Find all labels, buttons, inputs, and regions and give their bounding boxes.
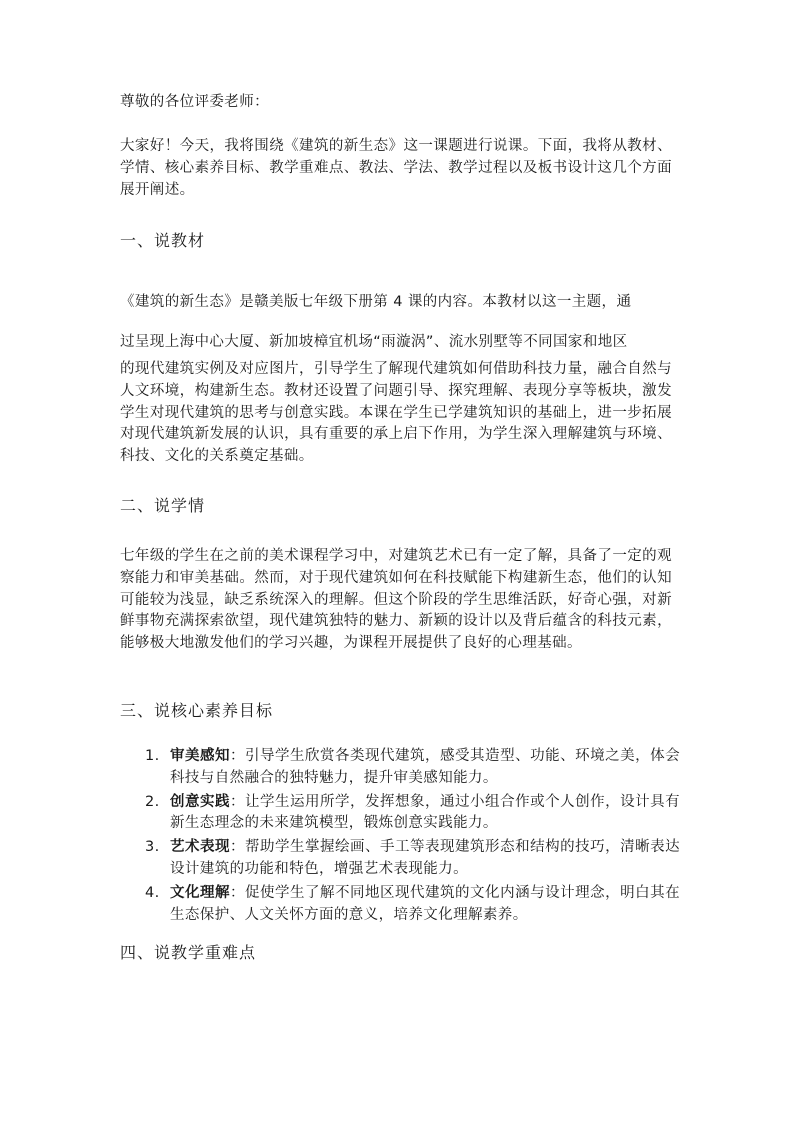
list-item (120, 746, 680, 790)
intro-paragraph: 大家好！今天，我将围绕《建筑的新生态》这一课题进行说课。下面，我将从教材、学情、核心素养目标、教学重难点、教法、学法、教学过程以及板书设计这几个方面展开阐述。 (120, 138, 672, 198)
goal-text: ：促使学生了解不同地区现代建筑的文化内涵与设计理念，明白其在生态保护、人文关怀方面的意义，培养文化理解素养。 (170, 884, 680, 923)
section-heading-goals: 三、说核心素养目标 (120, 701, 274, 720)
goal-term: 文化理解 (170, 884, 231, 901)
list-number: 1. (145, 748, 160, 764)
goal-term: 创意实践 (170, 793, 231, 810)
students-paragraph: 七年级的学生在之前的美术课程学习中，对建筑艺术已有一定了解，具备了一定的观察能力和审美基础。然而，对于现代建筑如何在科技赋能下构建新生态，他们的认知可能较为浅显，缺乏系统深入的理解。但这个阶段的学生思维活跃，好奇心强，对新鲜事物充满探索欲望，现代建筑独特的魅力、新颖的设计以及背后蕴含的科技元素，能够极大地激发他们的学习兴趣，为课程开展提供了良好的心理基础。 (120, 548, 672, 652)
goal-text: ：引导学生欣赏各类现代建筑，感受其造型、功能、环境之美，体会科技与自然融合的独特魅力，提升审美感知能力。 (170, 748, 680, 786)
textbook-paragraph: 的现代建筑实例及对应图片，引导学生了解现代建筑如何借助科技力量，融合自然与人文环境，构建新生态。教材还设置了问题引导、探究理解、表现分享等板块，激发学生对现代建筑的思考与创意实践。本课在学生已学建筑知识的基础上，进一步拓展对现代建筑新发展的认识，具有重要的承上启下作用，为学生深入理解建筑与环境、科技、文化的关系奠定基础。 (120, 361, 672, 465)
goal-term: 艺术表现 (170, 839, 231, 856)
goal-text: ：让学生运用所学，发挥想象，通过小组合作或个人创作，设计具有新生态理念的未来建筑模型，锻炼创意实践能力。 (170, 793, 680, 832)
list-item (120, 792, 680, 836)
section-heading-textbook: 一、说教材 (120, 231, 206, 250)
list-item (120, 883, 680, 927)
goal-term: 审美感知 (170, 748, 231, 764)
textbook-line-2: 过呈现上海中心大厦、新加坡樟宜机场“雨漩涡”、流水别墅等不同国家和地区 (120, 334, 628, 350)
goal-text: ：帮助学生掌握绘画、手工等表现建筑形态和结构的技巧，清晰表达设计建筑的功能和特色，增强艺术表现能力。 (170, 839, 680, 877)
textbook-line-1: 《建筑的新生态》是赣美版七年级下册第 4 课的内容。本教材以这一主题，通 (120, 294, 632, 310)
list-item (120, 837, 680, 881)
list-number: 3. (145, 839, 160, 856)
section-heading-key-points: 四、说教学重难点 (120, 943, 257, 962)
list-number: 2. (145, 793, 160, 810)
list-number: 4. (145, 884, 160, 901)
greeting: 尊敬的各位评委老师： (120, 94, 269, 110)
section-heading-students: 二、说学情 (120, 496, 206, 515)
goals-list (120, 746, 680, 928)
